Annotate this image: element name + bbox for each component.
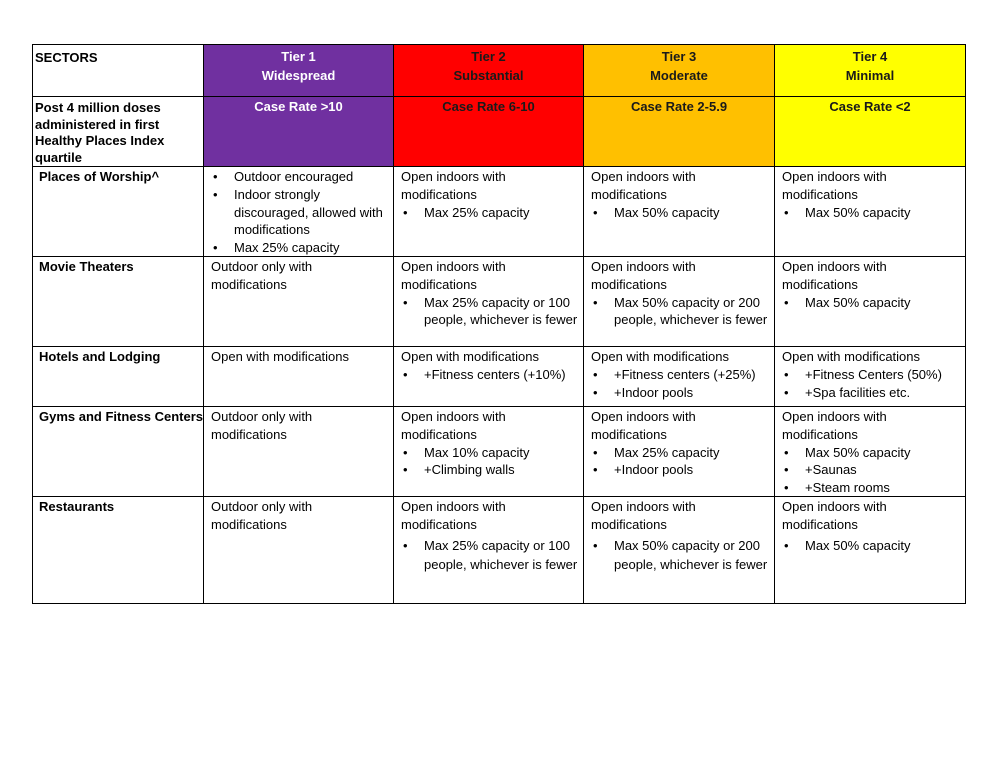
list-item: • Max 25% capacity xyxy=(401,204,579,222)
cell-gym-tier-2 xyxy=(394,407,584,497)
tier-1-case-rate: Case Rate >10 xyxy=(204,97,394,167)
bullet-list xyxy=(591,444,770,479)
tier-4-case-rate: Case Rate <2 xyxy=(775,97,966,167)
list-item: • +Spa facilities etc. xyxy=(782,384,961,402)
list-item: • +Fitness centers (+10%) xyxy=(401,366,579,384)
table-row xyxy=(33,407,966,497)
cell-worship-tier-2 xyxy=(394,167,584,257)
cell-intro: Open indoors with modifications xyxy=(401,169,506,202)
cell-movie-tier-2 xyxy=(394,257,584,347)
list-item: • Outdoor encouraged xyxy=(211,168,389,186)
cell-gym-tier-1 xyxy=(204,407,394,497)
cell-intro: Open indoors with modifications xyxy=(401,409,506,442)
bullet-list xyxy=(591,294,770,329)
tier-2-case-rate: Case Rate 6-10 xyxy=(394,97,584,167)
list-item: • +Climbing walls xyxy=(401,461,579,479)
cell-restaurant-tier-4 xyxy=(775,497,966,604)
cell-intro: Open indoors with modifications xyxy=(591,499,696,532)
bullet-list xyxy=(401,536,579,574)
list-item: • Max 10% capacity xyxy=(401,444,579,462)
tier-3-case-rate: Case Rate 2-5.9 xyxy=(584,97,775,167)
bullet-list xyxy=(591,204,770,222)
bullet-list xyxy=(782,204,961,222)
tier-4-header xyxy=(775,45,966,97)
list-item: • Max 50% capacity xyxy=(782,444,961,462)
cell-worship-tier-3 xyxy=(584,167,775,257)
bullet-list xyxy=(782,536,961,555)
table-row xyxy=(33,497,966,604)
cell-gym-tier-4 xyxy=(775,407,966,497)
list-item: • +Indoor pools xyxy=(591,384,770,402)
cell-restaurant-tier-3 xyxy=(584,497,775,604)
list-item: • +Steam rooms xyxy=(782,479,961,497)
tier-3-header xyxy=(584,45,775,97)
tier-3-level: Moderate xyxy=(650,68,708,83)
cell-intro: Open indoors with modifications xyxy=(591,169,696,202)
bullet-list xyxy=(401,204,579,222)
bullet-list xyxy=(591,366,770,401)
table-row xyxy=(33,167,966,257)
bullet-list xyxy=(591,536,770,574)
cell-hotel-tier-4 xyxy=(775,347,966,407)
cell-movie-tier-4 xyxy=(775,257,966,347)
sector-gyms-and-fitness-centers: Gyms and Fitness Centers xyxy=(33,407,204,497)
cell-movie-tier-3 xyxy=(584,257,775,347)
sector-places-of-worship: Places of Worship^ xyxy=(33,167,204,257)
cell-intro: Open indoors with modifications xyxy=(591,409,696,442)
list-item: • Max 25% capacity xyxy=(211,239,389,257)
cell-intro: Open indoors with modifications xyxy=(591,259,696,292)
list-item: • Max 50% capacity xyxy=(782,294,961,312)
sector-movie-theaters: Movie Theaters xyxy=(33,257,204,347)
cell-intro: Open indoors with modifications xyxy=(401,499,506,532)
bullet-list xyxy=(782,366,961,401)
list-item: • +Fitness Centers (50%) xyxy=(782,366,961,384)
cell-intro: Open indoors with modifications xyxy=(782,259,887,292)
tier-1-level: Widespread xyxy=(261,68,336,83)
tier-2-name: Tier 2 xyxy=(471,49,506,64)
cell-intro: Outdoor only with modifications xyxy=(211,409,313,442)
cell-hotel-tier-3 xyxy=(584,347,775,407)
cell-intro: Open indoors with modifications xyxy=(782,169,887,202)
tier-1-header xyxy=(204,45,394,97)
cell-intro: Open indoors with modifications xyxy=(782,409,887,442)
cell-hotel-tier-2 xyxy=(394,347,584,407)
cell-intro: Outdoor only with modifications xyxy=(211,259,313,292)
tier-header-row xyxy=(33,45,966,97)
table-row xyxy=(33,257,966,347)
list-item: • Max 50% capacity xyxy=(782,204,961,222)
cell-intro: Open indoors with modifications xyxy=(401,259,506,292)
cell-restaurant-tier-2 xyxy=(394,497,584,604)
list-item: • Max 50% capacity xyxy=(782,536,961,555)
doses-subheader: Post 4 million doses administered in first Healthy Places Index quartile xyxy=(33,97,204,167)
list-item: • Max 25% capacity or 100 people, whichever is fewer xyxy=(401,294,579,329)
sectors-header: SECTORS xyxy=(33,45,204,97)
cell-intro: Open with modifications xyxy=(401,349,540,365)
cell-gym-tier-3 xyxy=(584,407,775,497)
list-item: • +Fitness centers (+25%) xyxy=(591,366,770,384)
bullet-list xyxy=(401,444,579,479)
list-item: • Max 25% capacity or 100 people, whichever is fewer xyxy=(401,536,579,574)
cell-intro: Open indoors with modifications xyxy=(782,499,887,532)
tier-4-name: Tier 4 xyxy=(852,49,888,64)
case-rate-row xyxy=(33,97,966,167)
bullet-list xyxy=(782,444,961,497)
tier-4-level: Minimal xyxy=(845,68,895,83)
cell-intro: Outdoor only with modifications xyxy=(211,499,313,532)
cell-intro: Open with modifications xyxy=(591,349,730,365)
list-item: • Indoor strongly discouraged, allowed with modifications xyxy=(211,186,389,239)
table-row xyxy=(33,347,966,407)
tier-2-header xyxy=(394,45,584,97)
list-item: • Max 25% capacity xyxy=(591,444,770,462)
list-item: • +Saunas xyxy=(782,461,961,479)
list-item: • +Indoor pools xyxy=(591,461,770,479)
bullet-list xyxy=(401,294,579,329)
cell-intro: Open with modifications xyxy=(782,349,921,365)
cell-worship-tier-1 xyxy=(204,167,394,257)
cell-hotel-tier-1 xyxy=(204,347,394,407)
sector-restaurants: Restaurants xyxy=(33,497,204,604)
cell-worship-tier-4 xyxy=(775,167,966,257)
bullet-list xyxy=(211,168,389,256)
cell-restaurant-tier-1 xyxy=(204,497,394,604)
tier-2-level: Substantial xyxy=(453,68,524,83)
bullet-list xyxy=(401,366,579,384)
bullet-list xyxy=(782,294,961,312)
cell-intro: Open with modifications xyxy=(211,349,350,365)
tier-3-name: Tier 3 xyxy=(661,49,697,64)
cell-movie-tier-1 xyxy=(204,257,394,347)
tier-table xyxy=(32,44,966,604)
sector-hotels-and-lodging: Hotels and Lodging xyxy=(33,347,204,407)
list-item: • Max 50% capacity or 200 people, whichever is fewer xyxy=(591,294,770,329)
list-item: • Max 50% capacity or 200 people, whichever is fewer xyxy=(591,536,770,574)
tier-1-name: Tier 1 xyxy=(281,49,316,64)
list-item: • Max 50% capacity xyxy=(591,204,770,222)
